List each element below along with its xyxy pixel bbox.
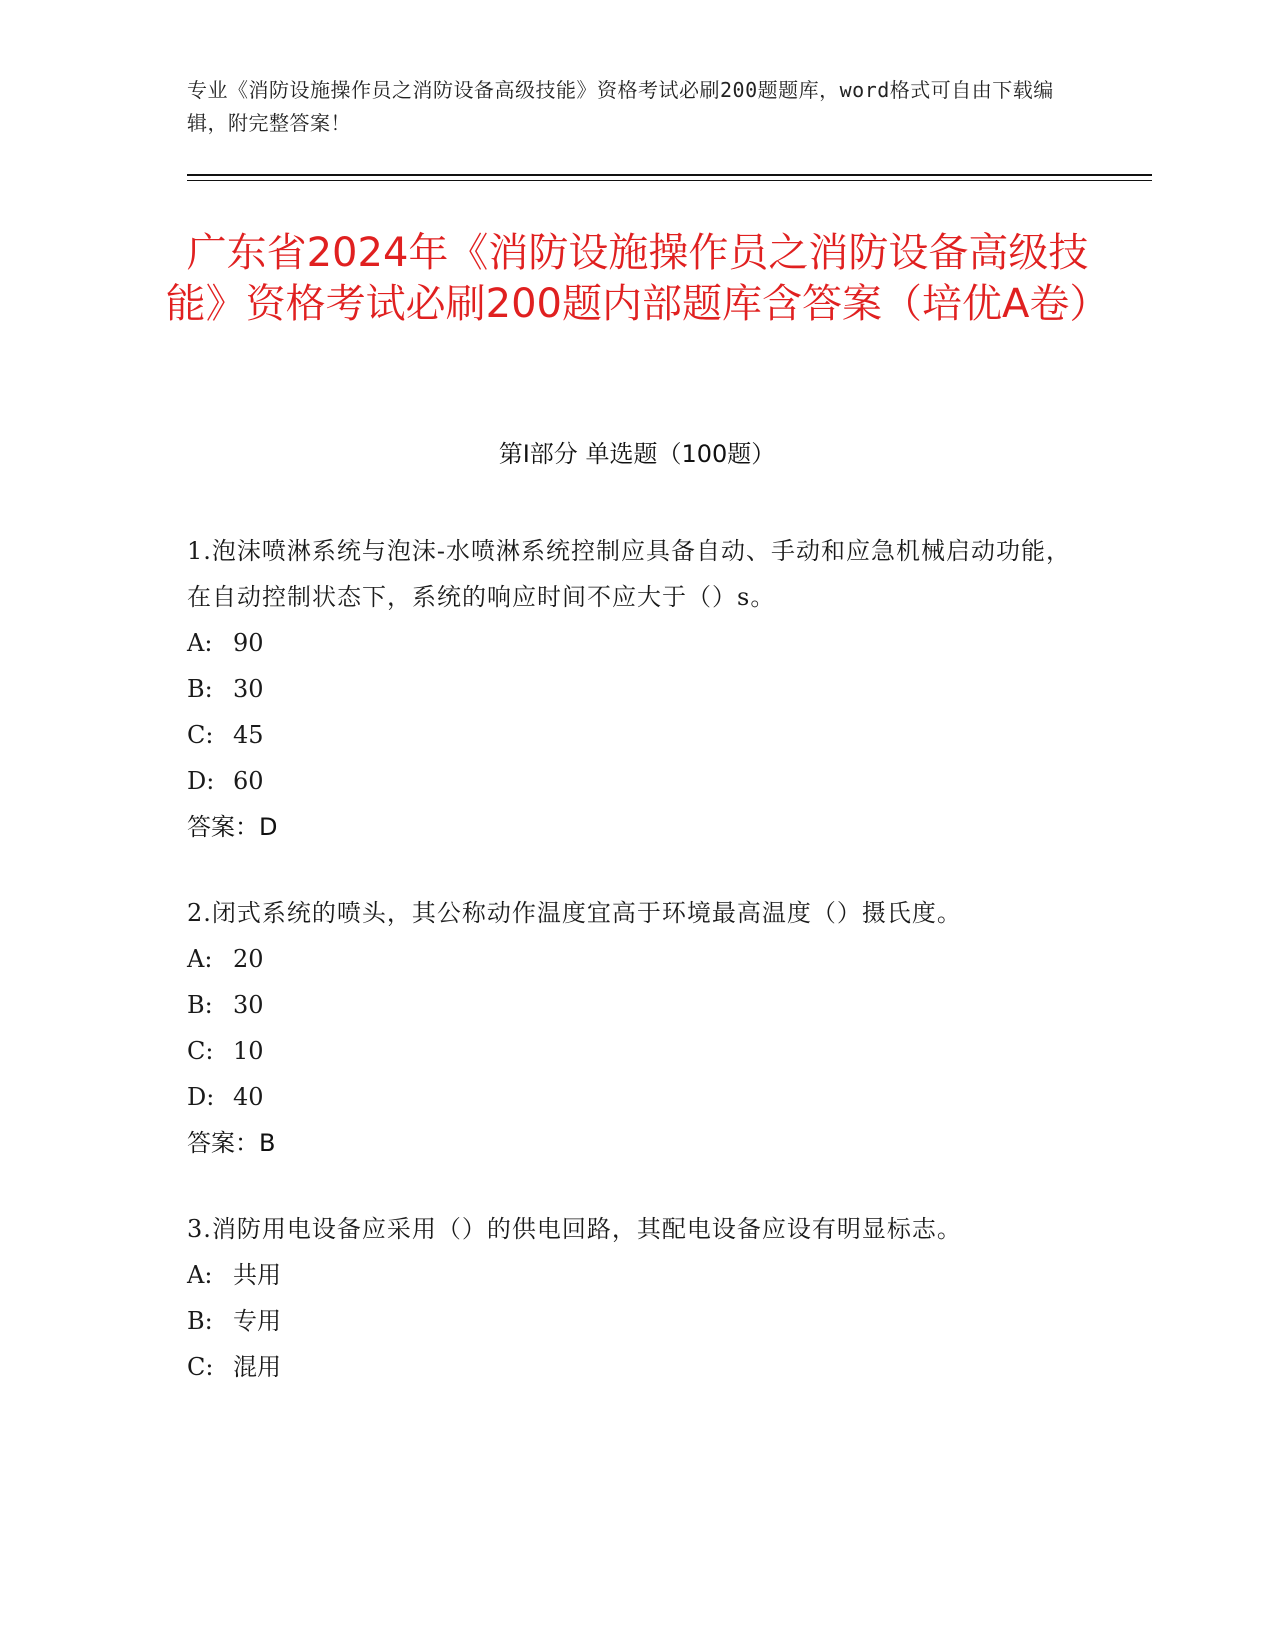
- header-divider-thin: [187, 180, 1152, 181]
- option-b: [187, 666, 1087, 712]
- option-text: 混用: [233, 1353, 281, 1381]
- option-letter: A:: [187, 629, 213, 657]
- header-note: 专业《消防设施操作员之消防设备高级技能》资格考试必刷200题题库，word格式可自由下载编辑，附完整答案！: [187, 78, 1054, 135]
- option-text: 40: [233, 1083, 264, 1111]
- option-letter: C:: [187, 1037, 214, 1065]
- question-answer: 答案：D: [187, 813, 278, 841]
- option-letter: B:: [187, 675, 213, 703]
- option-letter: D:: [187, 1083, 215, 1111]
- option-a: [187, 620, 1087, 666]
- option-letter: C:: [187, 1353, 214, 1381]
- option-letter: A:: [187, 1261, 213, 1289]
- option-letter: A:: [187, 945, 213, 973]
- option-a: [187, 1252, 1087, 1298]
- question-stem: 1.泡沫喷淋系统与泡沫-水喷淋系统控制应具备自动、手动和应急机械启动功能，在自动控制状态下，系统的响应时间不应大于（）s。: [187, 537, 1072, 611]
- option-letter: B:: [187, 991, 213, 1019]
- document-title: 广东省2024年《消防设施操作员之消防设备高级技能》资格考试必刷200题内部题库含答案（培优A卷）: [165, 230, 1110, 327]
- option-b: [187, 982, 1087, 1028]
- option-letter: C:: [187, 721, 214, 749]
- option-text: 20: [233, 945, 264, 973]
- section-title: 第I部分 单选题（100题）: [498, 440, 776, 468]
- option-letter: D:: [187, 767, 215, 795]
- option-text: 30: [233, 991, 264, 1019]
- option-text: 30: [233, 675, 264, 703]
- option-text: 专用: [233, 1307, 281, 1335]
- question-item: [187, 890, 1087, 1166]
- question-stem: 3.消防用电设备应采用（）的供电回路，其配电设备应设有明显标志。: [187, 1215, 962, 1243]
- option-c: [187, 1028, 1087, 1074]
- option-a: [187, 936, 1087, 982]
- question-item: [187, 528, 1087, 850]
- option-text: 45: [233, 721, 264, 749]
- option-letter: B:: [187, 1307, 213, 1335]
- option-text: 90: [233, 629, 264, 657]
- option-c: [187, 712, 1087, 758]
- question-answer: 答案：B: [187, 1129, 276, 1157]
- option-text: 60: [233, 767, 264, 795]
- question-item: [187, 1206, 1087, 1390]
- question-stem: 2.闭式系统的喷头，其公称动作温度宜高于环境最高温度（）摄氏度。: [187, 899, 962, 927]
- option-d: [187, 758, 1087, 804]
- option-b: [187, 1298, 1087, 1344]
- option-d: [187, 1074, 1087, 1120]
- option-text: 10: [233, 1037, 264, 1065]
- option-text: 共用: [233, 1261, 281, 1289]
- header-divider-thick: [187, 174, 1152, 176]
- option-c: [187, 1344, 1087, 1390]
- question-list: [187, 528, 1087, 1430]
